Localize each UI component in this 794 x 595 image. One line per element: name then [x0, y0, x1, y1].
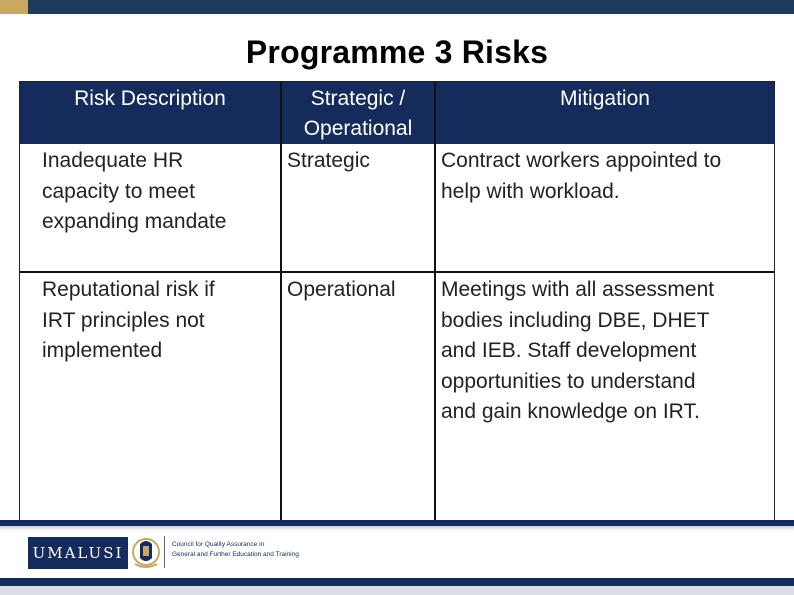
row2-type: Operational: [287, 278, 396, 301]
row1-risk: Inadequate HR capacity to meet expanding mandate: [42, 149, 227, 233]
column-divider: [280, 82, 282, 522]
column-divider: [434, 82, 436, 522]
header-risk-description: Risk Description: [74, 87, 226, 110]
slide-title: Programme 3 Risks: [245, 34, 549, 70]
umalusi-logo: UMALUSI: [28, 537, 128, 569]
row2-risk: Reputational risk if IRT principles not implemented: [42, 278, 215, 362]
risks-table: [19, 81, 775, 521]
top-bar: [0, 0, 794, 14]
logo-tagline: Council for Quality Assurance in General and Further Education and Training: [172, 541, 299, 558]
table-header-row: [20, 82, 774, 144]
footer-bar: [0, 578, 794, 586]
bottom-divider-shadow: [0, 526, 794, 531]
top-accent-block: [0, 0, 28, 14]
row2-mitigation: Meetings with all assessment bodies including DBE, DHET and IEB. Staff development opportunities to understand and gain knowledge on IRT.: [441, 278, 715, 423]
row-divider: [20, 271, 774, 273]
footer-bar-light: [0, 586, 794, 595]
umalusi-emblem-icon: [131, 534, 161, 570]
logo-divider: [164, 536, 165, 568]
row1-type: Strategic: [287, 149, 370, 172]
header-strategic-operational: Strategic / Operational: [303, 87, 413, 140]
header-mitigation: Mitigation: [560, 87, 650, 110]
row1-mitigation: Contract workers appointed to help with workload.: [441, 149, 722, 203]
